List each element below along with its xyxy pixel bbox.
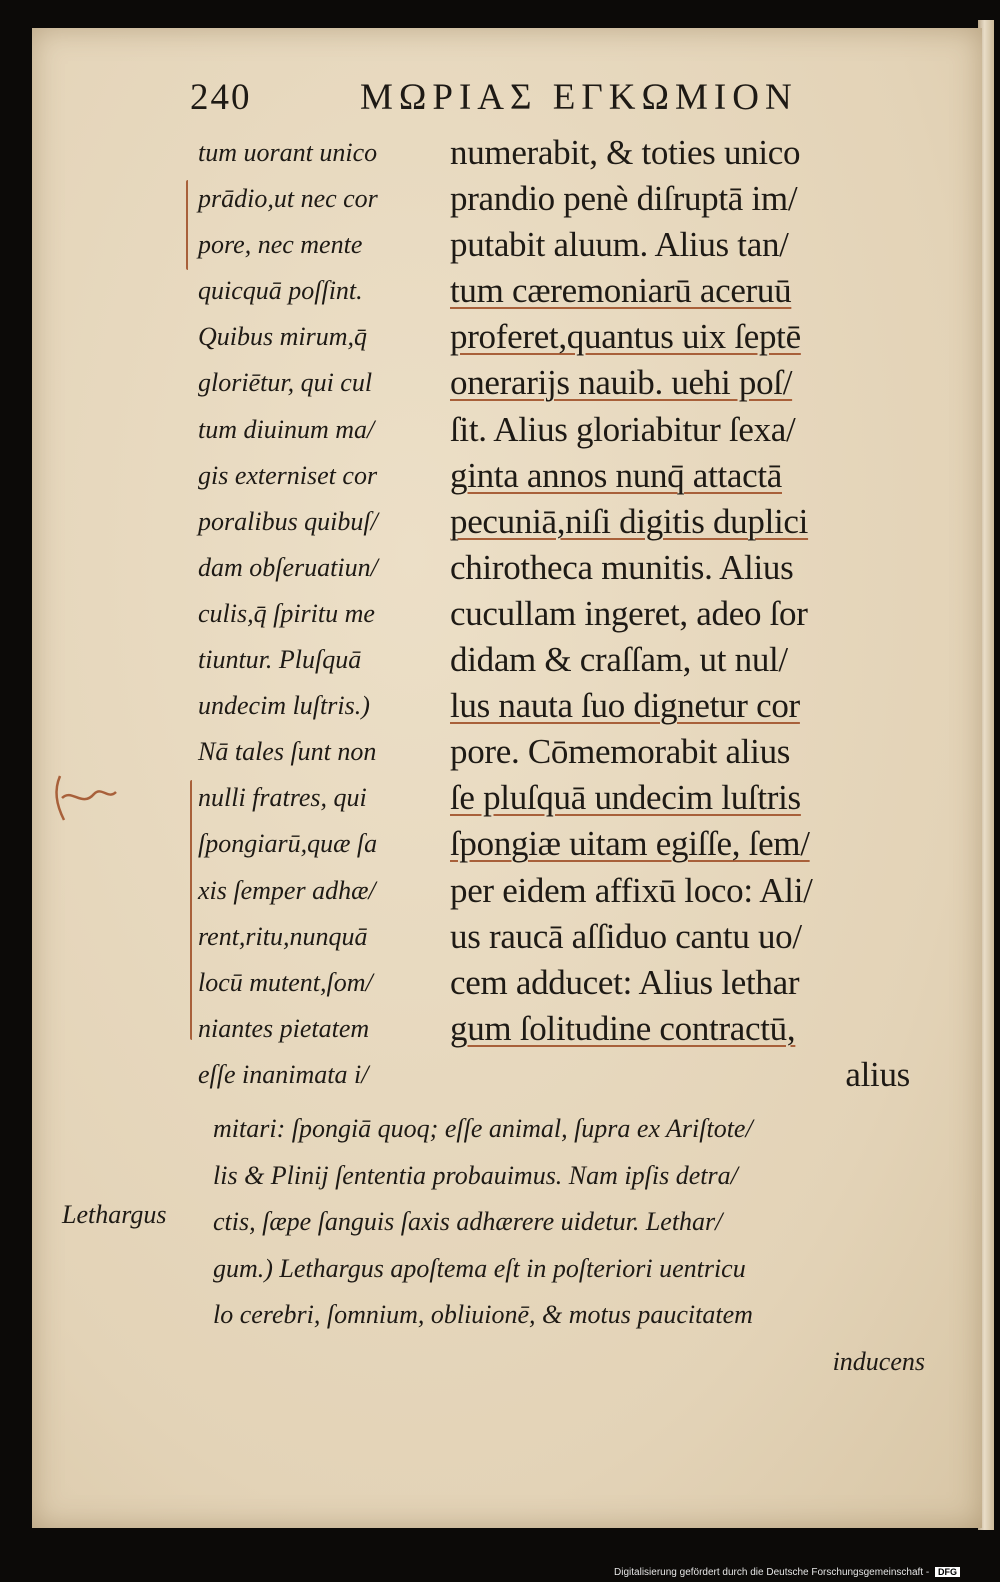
main-line: pore. Cōmemorabit alius xyxy=(450,732,791,772)
gloss-line: pore, nec mente xyxy=(198,230,363,260)
gloss-line: ſpongiarū,quæ ſa xyxy=(198,829,378,859)
annotation-bracket xyxy=(190,780,192,1040)
gloss-line: xis ſemper adhæ/ xyxy=(198,875,376,905)
main-line: ſpongiæ uitam egiſſe, ſem/ xyxy=(450,824,810,864)
main-line: pecuniā,niſi digitis duplici xyxy=(450,501,809,541)
dfg-logo: DFG xyxy=(935,1567,960,1577)
main-line: alius xyxy=(845,1054,910,1094)
main-text xyxy=(450,130,910,1098)
commentary-line: lis & Plinij ſententia probauimus. Nam ipſis detra/ xyxy=(213,1160,738,1190)
main-line: us raucā aſſiduo cantu uo/ xyxy=(450,916,802,956)
main-line: per eidem affixū loco: Ali/ xyxy=(450,870,813,910)
main-line: gum ſolitudine contractū, xyxy=(450,1008,796,1048)
gloss-line: culis,q̄ ſpiritu me xyxy=(198,598,375,628)
gloss-line: gloriētur, qui cul xyxy=(198,368,373,398)
gloss-line: locū mutent,ſom/ xyxy=(198,967,373,997)
gloss-line: rent,ritu,nunquā xyxy=(198,921,368,951)
annotation-bracket xyxy=(186,180,188,270)
main-line: ginta annos nunq̄ attactā xyxy=(450,455,782,495)
catchword: inducens xyxy=(832,1346,925,1376)
footer-text: Digitalisierung gefördert durch die Deutsche Forschungsgemeinschaft - xyxy=(614,1567,930,1578)
side-note-lethargus: Lethargus xyxy=(62,1200,167,1229)
main-line: numerabit, & toties unico xyxy=(450,133,801,172)
gloss-line: nulli fratres, qui xyxy=(198,783,367,813)
gloss-line: tiuntur. Pluſquā xyxy=(198,645,362,675)
main-line: ſit. Alius gloriabitur ſexa/ xyxy=(450,409,796,449)
main-line: proferet,quantus uix ſeptē xyxy=(450,317,801,357)
marginal-commentary xyxy=(198,130,438,1098)
gloss-line: tum uorant unico xyxy=(198,138,378,167)
gloss-line: Nā tales ſunt non xyxy=(198,737,377,767)
gloss-line: dam obſeruatiun/ xyxy=(198,552,378,582)
main-line: tum cæremoniarū aceruū xyxy=(450,271,792,311)
main-line: cem adducet: Alius lethar xyxy=(450,962,800,1002)
handwritten-mark-icon xyxy=(52,770,122,830)
gloss-line: Quibus mirum,q̄ xyxy=(198,322,368,352)
running-title: ΜΩΡΙΑΣ ΕΓΚΩΜΙΟΝ xyxy=(360,77,798,118)
gloss-line: eſſe inanimata i/ xyxy=(198,1059,369,1089)
commentary-line: gum.) Lethargus apoſtema eſt in poſteriori uentricu xyxy=(213,1253,746,1283)
main-line: onerarijs nauib. uehi poſ/ xyxy=(450,363,793,403)
gloss-line: quicquā poſſint. xyxy=(198,276,363,306)
commentary-continuation xyxy=(213,1106,925,1385)
gloss-line: poralibus quibuſ/ xyxy=(198,506,378,536)
main-line: ſe pluſquā undecim luſtris xyxy=(450,778,801,818)
commentary-line: lo cerebri, ſomnium, obliuionē, & motus paucitatem xyxy=(213,1300,753,1329)
main-line: chirotheca munitis. Alius xyxy=(450,547,794,587)
page-number: 240 xyxy=(190,77,252,118)
gloss-line: niantes pietatem xyxy=(198,1013,370,1043)
digitization-footer xyxy=(614,1567,960,1578)
gloss-line: tum diuinum ma/ xyxy=(198,414,375,444)
gloss-line: gis externiset cor xyxy=(198,460,378,490)
gloss-line: undecim luſtris.) xyxy=(198,691,370,721)
main-line: putabit aluum. Alius tan/ xyxy=(450,225,789,265)
main-line: cucullam ingeret, adeo ſor xyxy=(450,593,808,633)
commentary-line: mitari: ſpongiā quoq; eſſe animal, ſupra ex Ariſtote/ xyxy=(213,1114,753,1143)
main-line: lus nauta ſuo dignetur cor xyxy=(450,686,800,726)
main-line: didam & craſſam, ut nul/ xyxy=(450,640,788,680)
gloss-line: prādio,ut nec cor xyxy=(198,184,378,214)
main-line: prandio penè diſruptā im/ xyxy=(450,179,798,219)
commentary-line: ctis, ſæpe ſanguis ſaxis adhærere uidetur. Lethar/ xyxy=(213,1207,723,1236)
